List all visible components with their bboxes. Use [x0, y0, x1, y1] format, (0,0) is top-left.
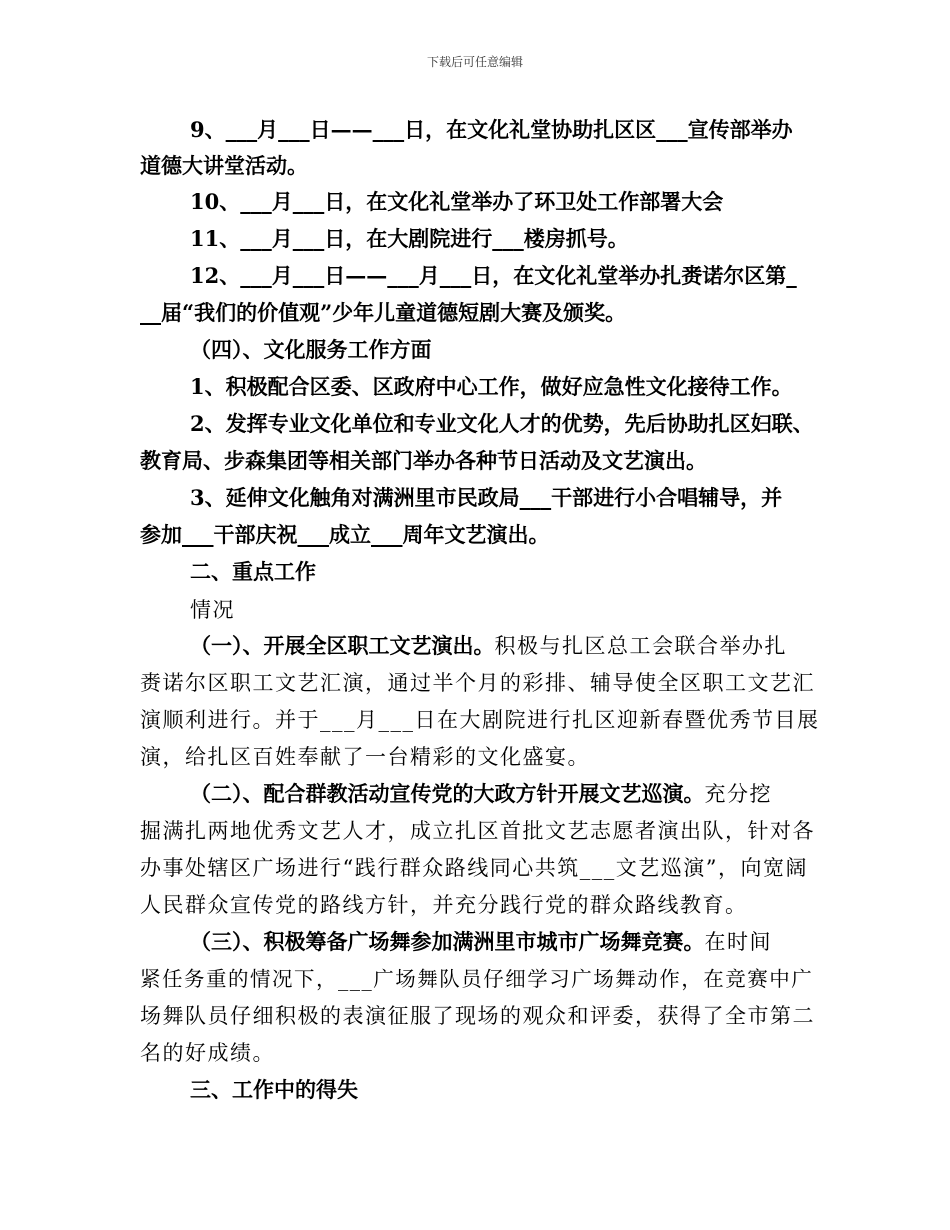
text-line: 10、___月___日，在文化礼堂举办了环卫处工作部署大会 [190, 189, 724, 214]
bold-lead-text: （三）、积极筹备广场舞参加满洲里市城市广场舞竞赛。 [190, 929, 705, 954]
text-line: 二、重点工作 [190, 559, 316, 584]
text-line: 教育局、步森集团等相关部门举办各种节日活动及文艺演出。 [140, 448, 707, 473]
bold-lead-text: （一）、开展全区职工文艺演出。 [190, 633, 495, 658]
body-text: 在时间 [704, 930, 772, 954]
text-line: 赉诺尔区职工文艺汇演，通过半个月的彩排、辅导使全区职工文艺汇 [140, 671, 815, 695]
text-line: 掘满扎两地优秀文艺人才，成立扎区首批文艺志愿者演出队，针对各 [140, 819, 815, 843]
text-line: 三、工作中的得失 [190, 1077, 358, 1102]
text-line [190, 929, 772, 955]
bold-lead-text: （二）、配合群教活动宣传党的大政方针开展文艺巡演。 [190, 781, 705, 806]
text-line: 道德大讲堂活动。 [140, 153, 308, 178]
text-line: 12、___月___日——___月___日，在文化礼堂举办扎赉诺尔区第_ [190, 263, 797, 288]
text-line: 9、___月___日——___日，在文化礼堂协助扎区区___宣传部举办 [190, 117, 793, 142]
text-line: 11、___月___日，在大剧院进行___楼房抓号。 [190, 226, 629, 251]
text-line: 演顺利进行。并于___月___日在大剧院进行扎区迎新春暨优秀节目展 [140, 708, 820, 732]
body-text: 积极与扎区总工会联合举办扎 [494, 634, 787, 658]
text-line: （四）、文化服务工作方面 [190, 337, 432, 362]
text-line: 2、发挥专业文化单位和专业文化人才的优势，先后协助扎区妇联、 [190, 411, 814, 436]
text-line: __届“我们的价值观”少年儿童道德短剧大赛及颁奖。 [140, 300, 627, 325]
text-line: 办事处辖区广场进行“践行群众路线同心共筑___文艺巡演”，向宽阔 [140, 856, 808, 880]
text-line: 人民群众宣传党的路线方针，并充分践行党的群众路线教育。 [140, 893, 748, 917]
text-line: 场舞队员仔细积极的表演征服了现场的观众和评委，获得了全市第二 [140, 1004, 815, 1028]
text-line: 1、积极配合区委、区政府中心工作，做好应急性文化接待工作。 [190, 374, 793, 399]
page-header: 下载后可任意编辑 [426, 55, 523, 69]
text-line: 参加___干部庆祝___成立___周年文艺演出。 [140, 522, 550, 547]
text-line: 紧任务重的情况下，___广场舞队员仔细学习广场舞动作，在竞赛中广 [140, 967, 814, 991]
text-line: 3、延伸文化触角对满洲里市民政局___干部进行小合唱辅导，并 [190, 485, 783, 510]
text-line: 情况 [190, 598, 235, 622]
text-line [190, 781, 772, 807]
body-text: 充分挖 [704, 782, 772, 806]
text-line: 演，给扎区百姓奉献了一台精彩的文化盛宴。 [140, 745, 590, 769]
text-line: 名的好成绩。 [140, 1041, 275, 1065]
text-line [190, 633, 787, 659]
